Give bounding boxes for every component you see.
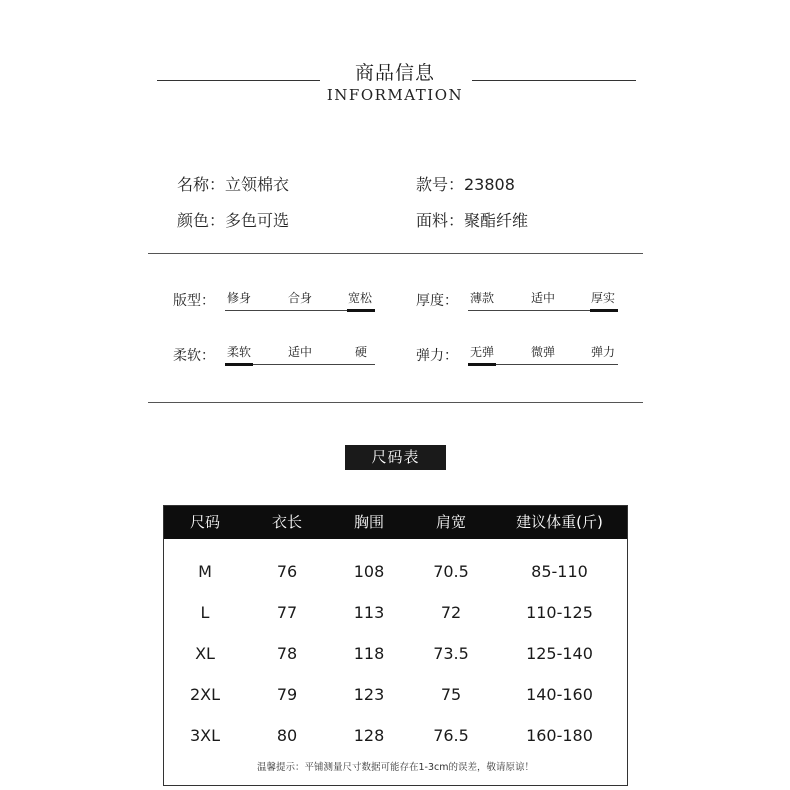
attr-elasticity-option: 无弹 bbox=[470, 345, 495, 359]
table-cell: XL bbox=[195, 644, 215, 663]
attr-softness-scale bbox=[225, 343, 375, 365]
attr-elasticity-selected-marker bbox=[468, 363, 496, 366]
table-cell: 160-180 bbox=[526, 726, 593, 745]
table-cell: L bbox=[200, 603, 210, 622]
table-cell: 123 bbox=[353, 685, 385, 704]
size-chart-title: 尺码表 bbox=[345, 445, 446, 470]
attr-elasticity-scale bbox=[468, 343, 618, 365]
measurement-note: 温馨提示：平铺测量尺寸数据可能存在1-3cm的误差，敬请原谅！ bbox=[257, 762, 534, 773]
info-divider bbox=[148, 253, 643, 254]
table-cell: 76 bbox=[276, 562, 298, 581]
column-header-weight: 建议体重(斤) bbox=[516, 513, 603, 531]
attr-elasticity-option: 微弹 bbox=[531, 345, 556, 359]
attr-elasticity-label: 弹力： bbox=[416, 348, 458, 364]
attr-thickness-label: 厚度： bbox=[416, 293, 458, 309]
table-cell: 113 bbox=[353, 603, 385, 622]
attr-fit-label: 版型： bbox=[173, 293, 215, 309]
table-cell: M bbox=[198, 562, 212, 581]
attr-softness-option: 适中 bbox=[288, 345, 313, 359]
table-cell: 78 bbox=[276, 644, 298, 663]
table-cell: 110-125 bbox=[526, 603, 593, 622]
attr-softness-label: 柔软： bbox=[173, 348, 215, 364]
attr-softness-option: 硬 bbox=[355, 345, 368, 359]
attr-thickness-option: 厚实 bbox=[591, 291, 616, 305]
attr-fit-option: 宽松 bbox=[348, 291, 373, 305]
size-table bbox=[163, 505, 628, 786]
attr-fit-selected-marker bbox=[347, 309, 375, 312]
table-cell: 75 bbox=[440, 685, 462, 704]
attr-softness-option: 柔软 bbox=[227, 345, 252, 359]
product-color: 颜色：多色可选 bbox=[177, 211, 290, 230]
size-table-header bbox=[164, 506, 627, 539]
section-subtitle: INFORMATION bbox=[326, 86, 464, 104]
table-cell: 2XL bbox=[189, 685, 221, 704]
column-header-size: 尺码 bbox=[189, 513, 220, 531]
table-cell: 76.5 bbox=[433, 726, 469, 745]
table-cell: 3XL bbox=[189, 726, 221, 745]
product-style-no: 款号：23808 bbox=[416, 175, 515, 194]
table-cell: 108 bbox=[353, 562, 385, 581]
table-cell: 85-110 bbox=[531, 562, 588, 581]
section-title: 商品信息 bbox=[354, 62, 435, 84]
attributes-divider bbox=[148, 402, 643, 403]
table-cell: 79 bbox=[276, 685, 298, 704]
product-fabric: 面料：聚酯纤维 bbox=[416, 211, 529, 230]
attr-fit-option: 合身 bbox=[288, 291, 313, 305]
attr-thickness-selected-marker bbox=[590, 309, 618, 312]
table-cell: 77 bbox=[276, 603, 298, 622]
attr-fit-scale bbox=[225, 289, 375, 311]
table-cell: 125-140 bbox=[526, 644, 593, 663]
table-cell: 73.5 bbox=[433, 644, 469, 663]
table-cell: 118 bbox=[353, 644, 385, 663]
attr-softness-selected-marker bbox=[225, 363, 253, 366]
product-name: 名称：立领棉衣 bbox=[177, 175, 290, 194]
attr-thickness-option: 适中 bbox=[531, 291, 556, 305]
table-cell: 80 bbox=[276, 726, 298, 745]
table-cell: 128 bbox=[353, 726, 385, 745]
attr-thickness-scale bbox=[468, 289, 618, 311]
table-cell: 140-160 bbox=[526, 685, 593, 704]
attr-fit-option: 修身 bbox=[227, 291, 252, 305]
table-cell: 70.5 bbox=[433, 562, 469, 581]
column-header-length: 衣长 bbox=[271, 513, 302, 531]
attr-thickness-option: 薄款 bbox=[470, 291, 495, 305]
column-header-shoulder: 肩宽 bbox=[435, 513, 466, 531]
table-cell: 72 bbox=[440, 603, 462, 622]
attr-elasticity-option: 弹力 bbox=[591, 345, 616, 359]
column-header-chest: 胸围 bbox=[353, 513, 384, 531]
